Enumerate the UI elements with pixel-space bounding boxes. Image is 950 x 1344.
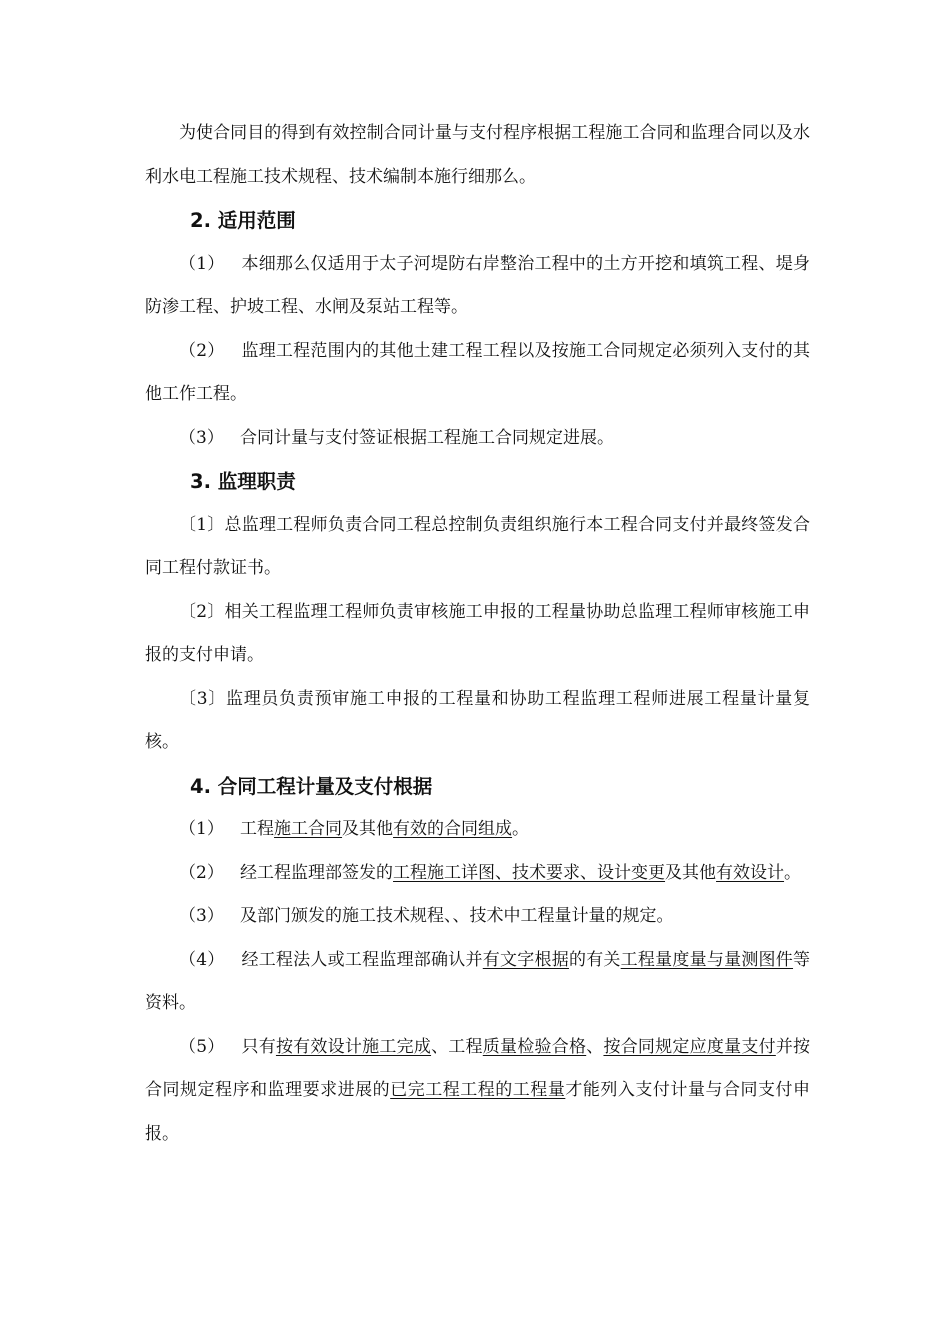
- intro-paragraph: 为使合同目的得到有效控制合同计量与支付程序根据工程施工合同和监理合同以及水利水电工程施工技术规程、技术编制本施行细那么。: [145, 123, 810, 187]
- section-4-item-4: （4） 经工程法人或工程监理部确认并有文字根据的有关工程量度量与量测图件等资料。: [145, 949, 811, 1013]
- section-4-item-5: （5） 只有按有效设计施工完成、工程质量检验合格、按合同规定应度量支付并按合同规定程序和监理要求进展的已完工程工程的工程量才能列入支付计量与合同支付申报。: [145, 1036, 811, 1144]
- section-4-item-1: （1） 工程施工合同及其他有效的合同组成。: [179, 819, 530, 839]
- section-3-heading: 3. 监理职责: [190, 470, 296, 493]
- underlined-phrase: 有效设计: [716, 862, 785, 883]
- section-3-item-1: 〔1〕总监理工程师负责合同工程总控制负责组织施行本工程合同支付并最终签发合同工程付款证书。: [145, 514, 810, 578]
- underlined-phrase: 工程量度量与量测图件: [620, 949, 794, 970]
- section-4-heading: 4. 合同工程计量及支付根据: [190, 774, 433, 798]
- underlined-phrase: 有文字根据: [482, 949, 569, 970]
- section-2-item-1: （1） 本细那么仅适用于太子河堤防右岸整治工程中的土方开挖和填筑工程、堤身防渗工程、护坡工程、水闸及泵站工程等。: [145, 253, 810, 317]
- section-2-item-3: （3） 合同计量与支付签证根据工程施工合同规定进展。: [179, 427, 615, 448]
- section-4-item-3: （3） 及部门颁发的施工技术规程、、技术中工程量计量的规定。: [179, 906, 674, 926]
- underlined-phrase: 质量检验合格: [482, 1036, 587, 1057]
- section-3-item-3: 〔3〕监理员负责预审施工申报的工程量和协助工程监理工程师进展工程量计量复核。: [145, 688, 810, 752]
- underlined-phrase: 按有效设计施工完成: [275, 1036, 432, 1057]
- section-3-item-2: 〔2〕相关工程监理工程师负责审核施工申报的工程量协助总监理工程师审核施工申报的支付申请。: [145, 601, 810, 665]
- underlined-phrase: 施工合同: [274, 819, 343, 839]
- underlined-phrase: 工程施工详图、技术要求、设计变更: [393, 862, 666, 883]
- underlined-phrase: 有效的合同组成: [393, 819, 513, 839]
- underlined-phrase: 按合同规定应度量支付: [603, 1036, 776, 1057]
- section-4-item-2: （2） 经工程监理部签发的工程施工详图、技术要求、设计变更及其他有效设计。: [179, 862, 802, 883]
- section-2-item-2: （2） 监理工程范围内的其他土建工程工程以及按施工合同规定必须列入支付的其他工作工程。: [145, 340, 810, 404]
- underlined-phrase: 已完工程工程的工程量: [390, 1080, 566, 1100]
- section-2-heading: 2. 适用范围: [190, 209, 296, 232]
- document-body: [145, 112, 810, 1156]
